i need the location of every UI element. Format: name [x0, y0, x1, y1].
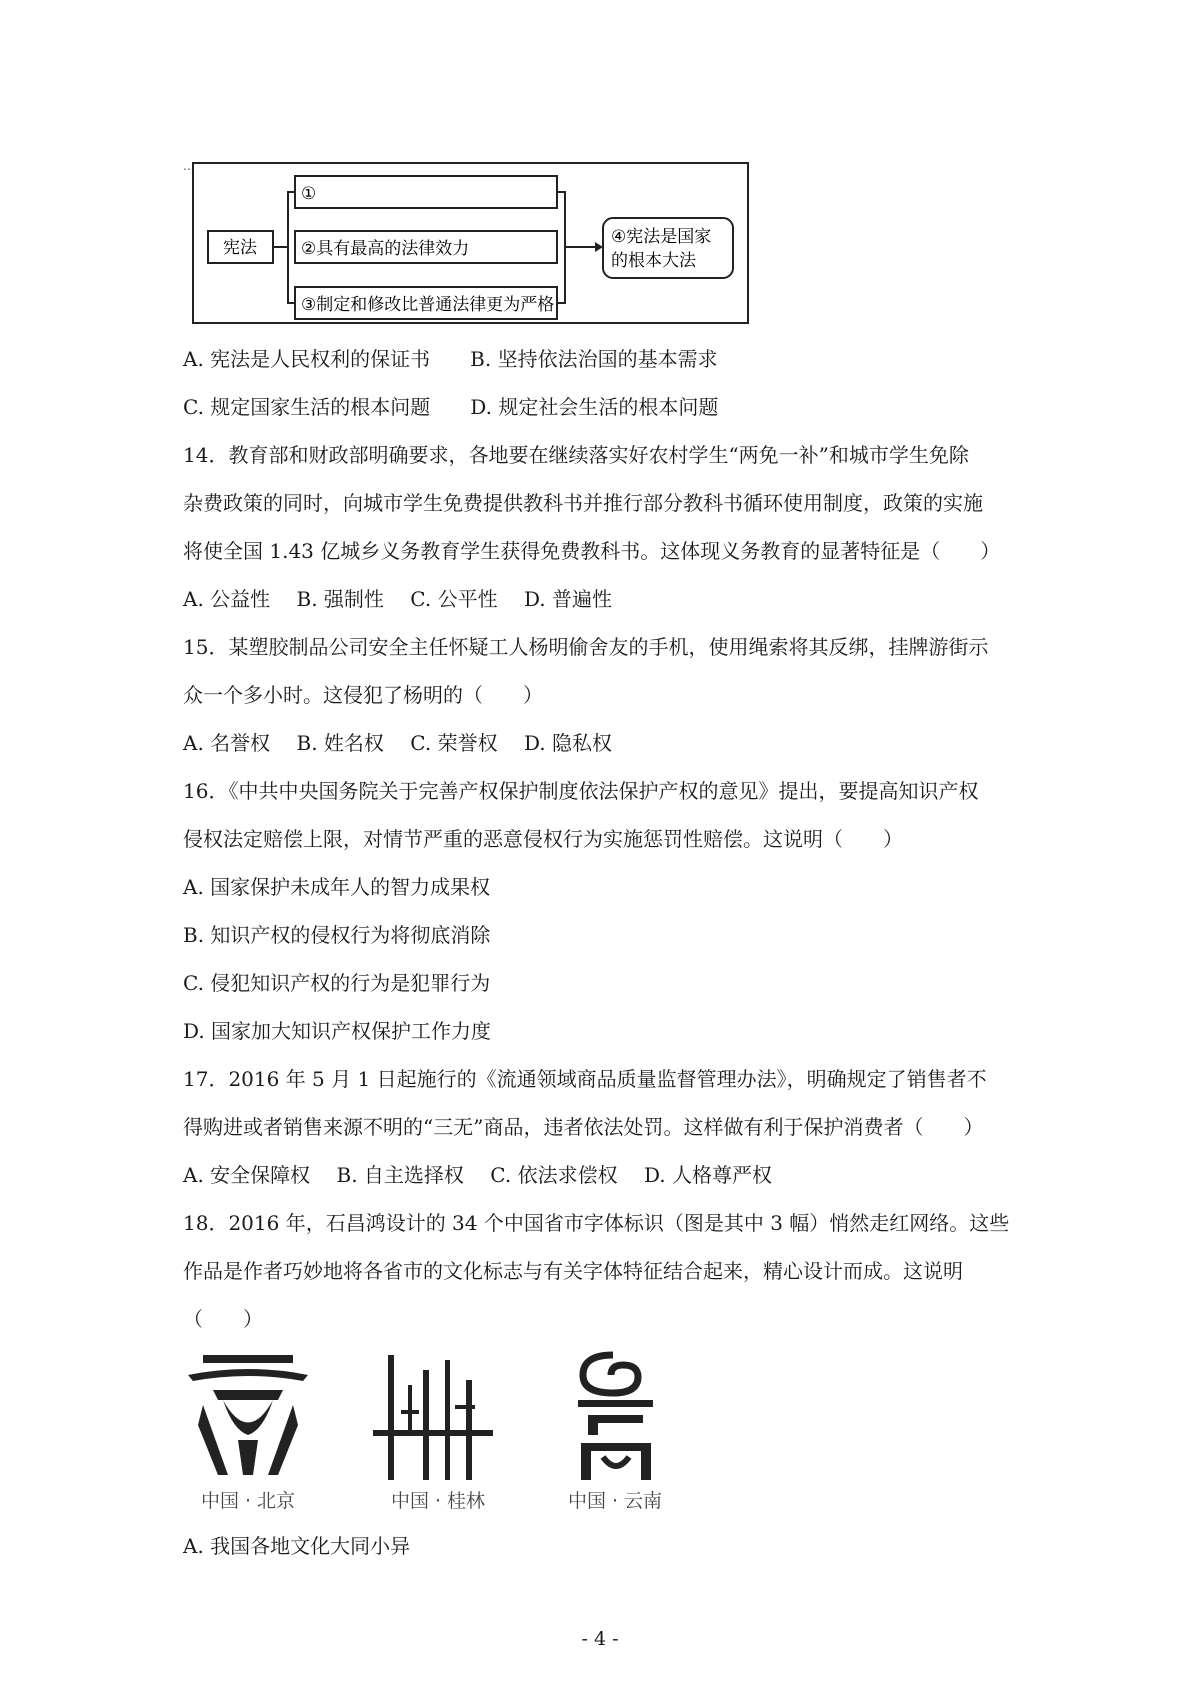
q16-text-line-1: 16．《中共中央国务院关于完善产权保护制度依法保护产权的意见》提出，要提高知识产权	[183, 779, 979, 803]
q18-option-a: A. 我国各地文化大同小异	[183, 1534, 411, 1558]
q18-text-line-3: （ ）	[183, 1307, 263, 1331]
q16-option-a: A. 国家保护未成年人的智力成果权	[183, 875, 491, 899]
q14-options: A. 公益性 B. 强制性 C. 公平性 D. 普遍性	[183, 587, 612, 611]
diagram-item-3: ③制定和修改比普通法律更为严格	[301, 295, 555, 315]
q18-text-line-1: 18．2016 年，石昌鸿设计的 34 个中国省市字体标识（图是其中 3 幅）悄然走红网络。这些	[183, 1211, 1010, 1235]
beijing-caption: 中国 · 北京	[200, 1490, 296, 1512]
constitution-diagram	[183, 158, 753, 328]
q17-text-line-1: 17．2016 年 5 月 1 日起施行的《流通领域商品质量监督管理办法》，明确规定了销售者不	[183, 1067, 987, 1091]
guilin-logo	[373, 1355, 493, 1512]
yunnan-logo	[568, 1355, 662, 1512]
q18-text-line-2: 作品是作者巧妙地将各省市的文化标志与有关字体特征结合起来，精心设计而成。这说明	[183, 1259, 963, 1283]
q17-text-line-2: 得购进或者销售来源不明的“三无”商品，违者依法处罚。这样做有利于保护消费者（ ）	[183, 1115, 984, 1139]
beijing-logo	[188, 1355, 308, 1512]
q13-options-row-2: C. 规定国家生活的根本问题 D. 规定社会生活的根本问题	[183, 395, 719, 419]
q16-option-d: D. 国家加大知识产权保护工作力度	[183, 1019, 492, 1043]
diagram-result-line-2: 的根本大法	[611, 251, 696, 271]
q14-text-line-3: 将使全国 1.43 亿城乡义务教育学生获得免费教科书。这体现义务教育的显著特征是（ ）	[183, 539, 1001, 563]
q15-text-line-1: 15．某塑胶制品公司安全主任怀疑工人杨明偷舍友的手机，使用绳索将其反绑，挂牌游街示	[183, 635, 989, 659]
diagram-arrowhead	[595, 242, 603, 252]
q14-text-line-1: 14．教育部和财政部明确要求，各地要在继续落实好农村学生“两免一补”和城市学生免除	[183, 443, 969, 467]
q16-text-line-2: 侵权法定赔偿上限，对情节严重的恶意侵权行为实施惩罚性赔偿。这说明（ ）	[183, 827, 903, 851]
city-logos	[183, 1335, 703, 1515]
diagram-item-1: ①	[301, 184, 317, 204]
diagram-left-bracket	[288, 192, 295, 303]
diagram-result-line-1: ④宪法是国家	[611, 227, 712, 247]
q17-options: A. 安全保障权 B. 自主选择权 C. 依法求偿权 D. 人格尊严权	[183, 1163, 772, 1187]
diagram-left-label: 宪法	[223, 238, 257, 258]
q15-options: A. 名誉权 B. 姓名权 C. 荣誉权 D. 隐私权	[183, 731, 612, 755]
q16-option-c: C. 侵犯知识产权的行为是犯罪行为	[183, 971, 491, 995]
q14-text-line-2: 杂费政策的同时，向城市学生免费提供教科书并推行部分教科书循环使用制度，政策的实施	[183, 491, 983, 515]
diagram-header-fragment: ...	[183, 159, 195, 173]
page-number: - 4 -	[581, 1628, 619, 1650]
q15-text-line-2: 众一个多小时。这侵犯了杨明的（ ）	[183, 683, 543, 707]
yunnan-caption: 中国 · 云南	[567, 1490, 663, 1512]
q16-option-b: B. 知识产权的侵权行为将彻底消除	[183, 923, 491, 947]
diagram-item-box-1	[295, 176, 557, 208]
guilin-caption: 中国 · 桂林	[390, 1490, 486, 1512]
diagram-item-2: ②具有最高的法律效力	[301, 239, 470, 259]
diagram-right-bracket	[557, 192, 565, 303]
q13-options-row-1: A. 宪法是人民权利的保证书 B. 坚持依法治国的基本需求	[183, 347, 718, 371]
